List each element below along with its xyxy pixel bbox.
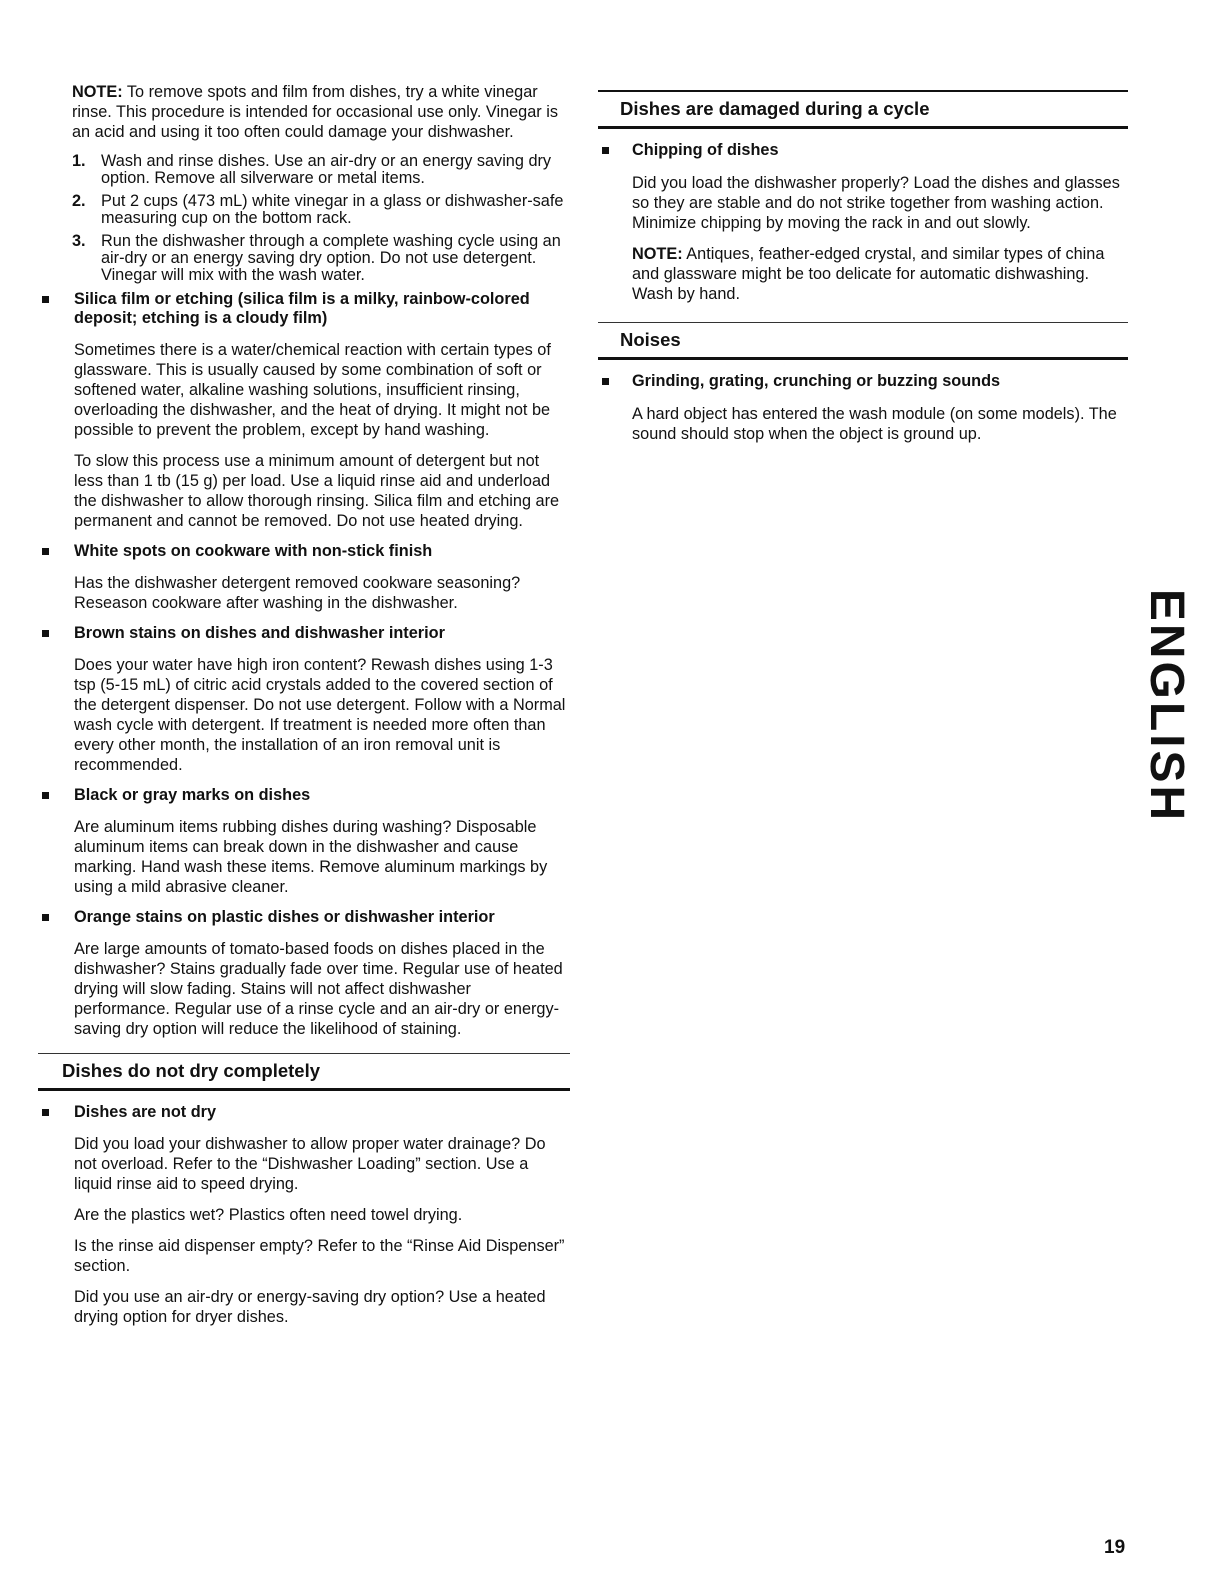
- square-bullet-icon: [602, 378, 609, 385]
- issue-black-marks: [38, 786, 570, 897]
- issue-paragraph: Does your water have high iron content? Rewash dishes using 1-3 tsp (5-15 mL) of citric acid crystals added to the covered section of the detergent dispenser. Do not use detergent. Follow with a Normal wash cycle with detergent. If treatment is needed more often than every other month, the installation of an iron removal unit is recommended.: [74, 656, 566, 774]
- vinegar-note: [72, 82, 570, 142]
- vinegar-steps: [38, 153, 570, 284]
- issue-orange-stains: [38, 908, 570, 1039]
- issue-paragraph: Did you load the dishwasher properly? Load the dishes and glasses so they are stable and do not strike together from washing action. Minimize chipping by moving the rack in and out slowly.: [632, 174, 1120, 232]
- step-number: 3.: [72, 232, 86, 250]
- section-dishes-damaged: [598, 90, 1128, 304]
- note-text: Antiques, feather-edged crystal, and similar types of china and glassware might be too delicate for automatic dishwashing. Wash by hand.: [632, 245, 1105, 303]
- step-text: Put 2 cups (473 mL) white vinegar in a glass or dishwasher-safe measuring cup on the bottom rack.: [101, 192, 564, 227]
- issue-paragraph: Is the rinse aid dispenser empty? Refer to the “Rinse Aid Dispenser” section.: [74, 1237, 565, 1275]
- section-heading: Dishes are damaged during a cycle: [598, 90, 1128, 129]
- issue-paragraph: Did you use an air-dry or energy-saving dry option? Use a heated drying option for dryer dishes.: [74, 1288, 546, 1326]
- issue-title: Brown stains on dishes and dishwasher interior: [38, 624, 570, 643]
- step-text: Wash and rinse dishes. Use an air-dry or an energy saving dry option. Remove all silverware or metal items.: [101, 152, 552, 187]
- step-item: [72, 153, 570, 187]
- step-item: [72, 233, 570, 284]
- issue-paragraph: Are large amounts of tomato-based foods on dishes placed in the dishwasher? Stains gradually fade over time. Regular use of heated drying will slow fading. Stains will not affect dishwasher performance. Regular use of a rinse cycle and an air-dry or energy-saving dry option will reduce the likelihood of staining.: [74, 940, 563, 1038]
- step-number: 2.: [72, 192, 86, 210]
- square-bullet-icon: [42, 296, 49, 303]
- page-number: 19: [1104, 1537, 1126, 1558]
- step-number: 1.: [72, 152, 86, 170]
- step-text: Run the dishwasher through a complete washing cycle using an air-dry or an energy saving dry option. Do not use detergent. Vinegar will mix with the wash water.: [101, 232, 561, 284]
- issue-paragraph: Sometimes there is a water/chemical reaction with certain types of glassware. This is usually caused by some combination of soft or softened water, alkaline washing solutions, insufficient rinsing, overloading the dishwasher, and the heat of drying. It might not be possible to prevent the problem, except by hand washing.: [74, 341, 551, 439]
- section-noises: [598, 322, 1128, 444]
- issue-paragraph: To slow this process use a minimum amount of detergent but not less than 1 tb (15 g) per load. Use a liquid rinse aid and underload the dishwasher to allow thorough rinsing. Silica film and etching are permanent and cannot be removed. Do not use heated drying.: [74, 452, 560, 530]
- issue-brown-stains: [38, 624, 570, 775]
- square-bullet-icon: [42, 914, 49, 921]
- issue-title: White spots on cookware with non-stick finish: [38, 542, 570, 561]
- section-heading: Noises: [598, 322, 1128, 360]
- note-text: To remove spots and film from dishes, try a white vinegar rinse. This procedure is intended for occasional use only. Vinegar is an acid and using it too often could damage your dishwasher.: [72, 83, 558, 141]
- language-side-tab: [1140, 588, 1193, 824]
- chipping-note: [632, 244, 1128, 304]
- right-column: [598, 90, 1128, 455]
- issue-white-spots: [38, 542, 570, 613]
- language-label: ENGLISH: [1140, 588, 1193, 824]
- step-item: [72, 193, 570, 227]
- note-label: NOTE:: [72, 83, 123, 101]
- left-column: [38, 82, 570, 1338]
- issue-paragraph: Has the dishwasher detergent removed cookware seasoning? Reseason cookware after washing in the dishwasher.: [74, 574, 521, 612]
- issue-paragraph: A hard object has entered the wash module (on some models). The sound should stop when the object is ground up.: [632, 405, 1117, 443]
- section-dishes-not-dry: [38, 1053, 570, 1327]
- issue-paragraph: Did you load your dishwasher to allow proper water drainage? Do not overload. Refer to the “Dishwasher Loading” section. Use a liquid rinse aid to speed drying.: [74, 1135, 546, 1193]
- square-bullet-icon: [42, 792, 49, 799]
- note-label: NOTE:: [632, 245, 683, 263]
- issue-title: Grinding, grating, crunching or buzzing sounds: [598, 372, 1128, 391]
- issue-title: Orange stains on plastic dishes or dishwasher interior: [38, 908, 570, 927]
- issue-paragraph: Are the plastics wet? Plastics often need towel drying.: [74, 1206, 463, 1224]
- issue-silica-film: [38, 290, 570, 531]
- issue-paragraph: Are aluminum items rubbing dishes during washing? Disposable aluminum items can break down in the dishwasher and cause marking. Hand wash these items. Remove aluminum markings by using a mild abrasive cleaner.: [74, 818, 548, 896]
- square-bullet-icon: [42, 1109, 49, 1116]
- square-bullet-icon: [42, 630, 49, 637]
- issue-title: Silica film or etching (silica film is a milky, rainbow-colored deposit; etching is a cloudy film): [38, 290, 570, 328]
- section-heading: Dishes do not dry completely: [38, 1053, 570, 1091]
- issue-title: Black or gray marks on dishes: [38, 786, 570, 805]
- square-bullet-icon: [602, 147, 609, 154]
- issue-title: Chipping of dishes: [598, 141, 1128, 160]
- issue-title: Dishes are not dry: [38, 1103, 570, 1122]
- square-bullet-icon: [42, 548, 49, 555]
